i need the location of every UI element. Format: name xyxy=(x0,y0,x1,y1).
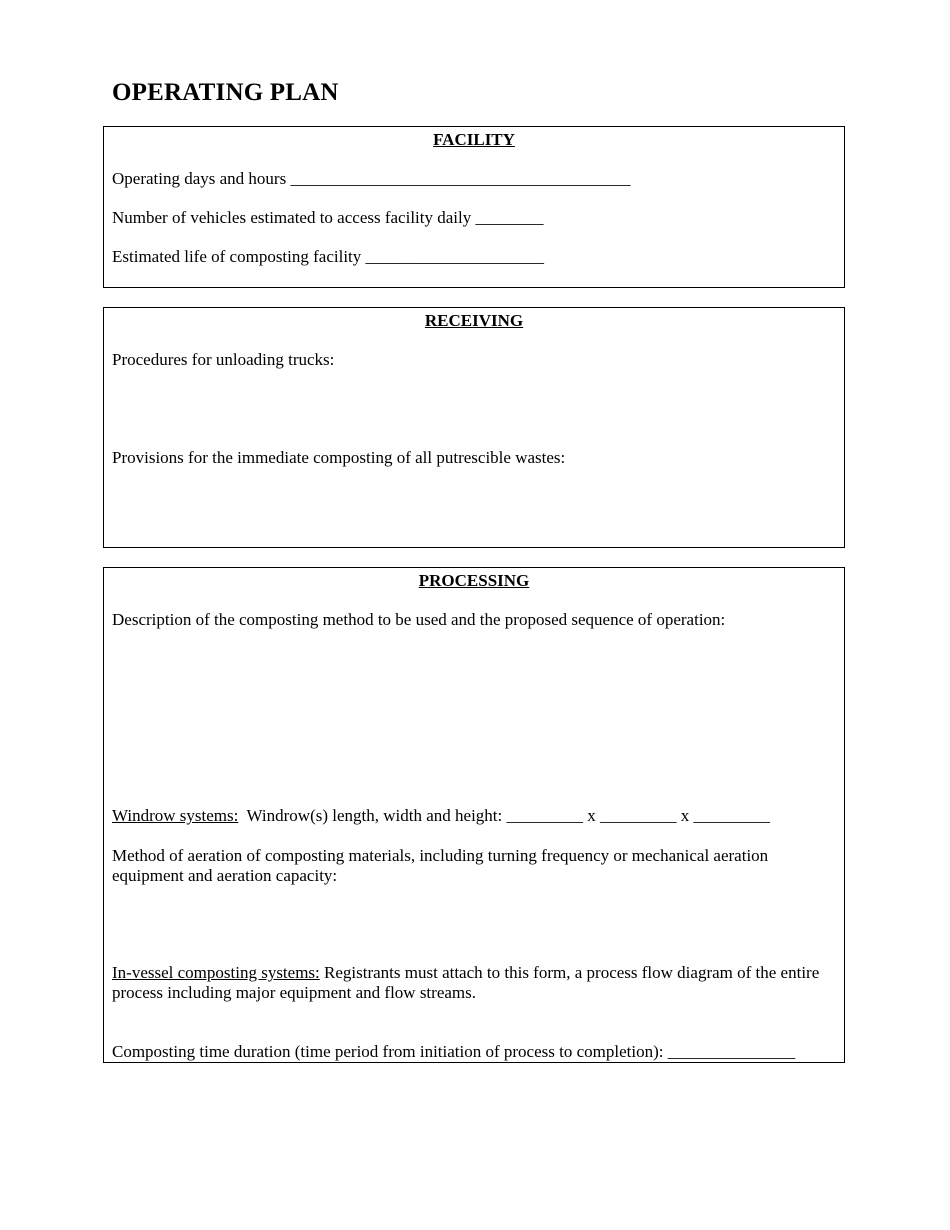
windrow-length-blank[interactable]: _________ xyxy=(506,806,583,825)
facility-heading: FACILITY xyxy=(433,130,515,149)
composting-method-label: Description of the composting method to be used and the proposed sequence of operation: xyxy=(112,610,726,629)
operating-days-blank[interactable]: ________________________________________ xyxy=(290,169,631,188)
processing-section xyxy=(103,567,845,1063)
windrow-height-blank[interactable]: _________ xyxy=(693,806,770,825)
aeration-method-label: Method of aeration of composting materials, including turning frequency or mechanical aeration equipment and aeration capacity: xyxy=(112,846,769,885)
windrow-systems-title: Windrow systems: xyxy=(112,806,239,825)
page-title: OPERATING PLAN xyxy=(112,79,339,106)
in-vessel-systems-title: In-vessel composting systems: xyxy=(112,963,320,982)
composting-duration-label: Composting time duration (time period from initiation of process to completion): xyxy=(112,1042,664,1061)
facility-life-field[interactable] xyxy=(112,247,834,267)
composting-duration-field[interactable] xyxy=(112,1042,834,1062)
windrow-width-blank[interactable]: _________ xyxy=(600,806,677,825)
facility-section xyxy=(103,126,845,288)
processing-heading: PROCESSING xyxy=(418,571,530,590)
unloading-procedures-label: Procedures for unloading trucks: xyxy=(112,350,335,369)
facility-life-label: Estimated life of composting facility xyxy=(112,247,362,266)
putrescible-provisions-label: Provisions for the immediate composting of all putrescible wastes: xyxy=(112,448,566,467)
receiving-section xyxy=(103,307,845,548)
vehicles-blank[interactable]: ________ xyxy=(475,208,544,227)
composting-duration-blank[interactable]: _______________ xyxy=(667,1042,796,1061)
operating-days-field[interactable] xyxy=(112,169,834,189)
operating-days-label: Operating days and hours xyxy=(112,169,287,188)
vehicles-label: Number of vehicles estimated to access facility daily xyxy=(112,208,472,227)
windrow-dimensions-field[interactable] xyxy=(112,806,834,826)
windrow-x-separator-1: x xyxy=(587,806,596,825)
in-vessel-systems-paragraph xyxy=(112,963,830,1003)
vehicles-field[interactable] xyxy=(112,208,834,228)
windrow-dimensions-label: Windrow(s) length, width and height: xyxy=(246,806,503,825)
facility-life-blank[interactable]: _____________________ xyxy=(365,247,545,266)
receiving-heading: RECEIVING xyxy=(424,311,524,330)
in-vessel-systems-text: Registrants must attach to this form, a process flow diagram of the entire process including major equipment and flow streams. xyxy=(112,963,820,1002)
windrow-x-separator-2: x xyxy=(680,806,690,825)
